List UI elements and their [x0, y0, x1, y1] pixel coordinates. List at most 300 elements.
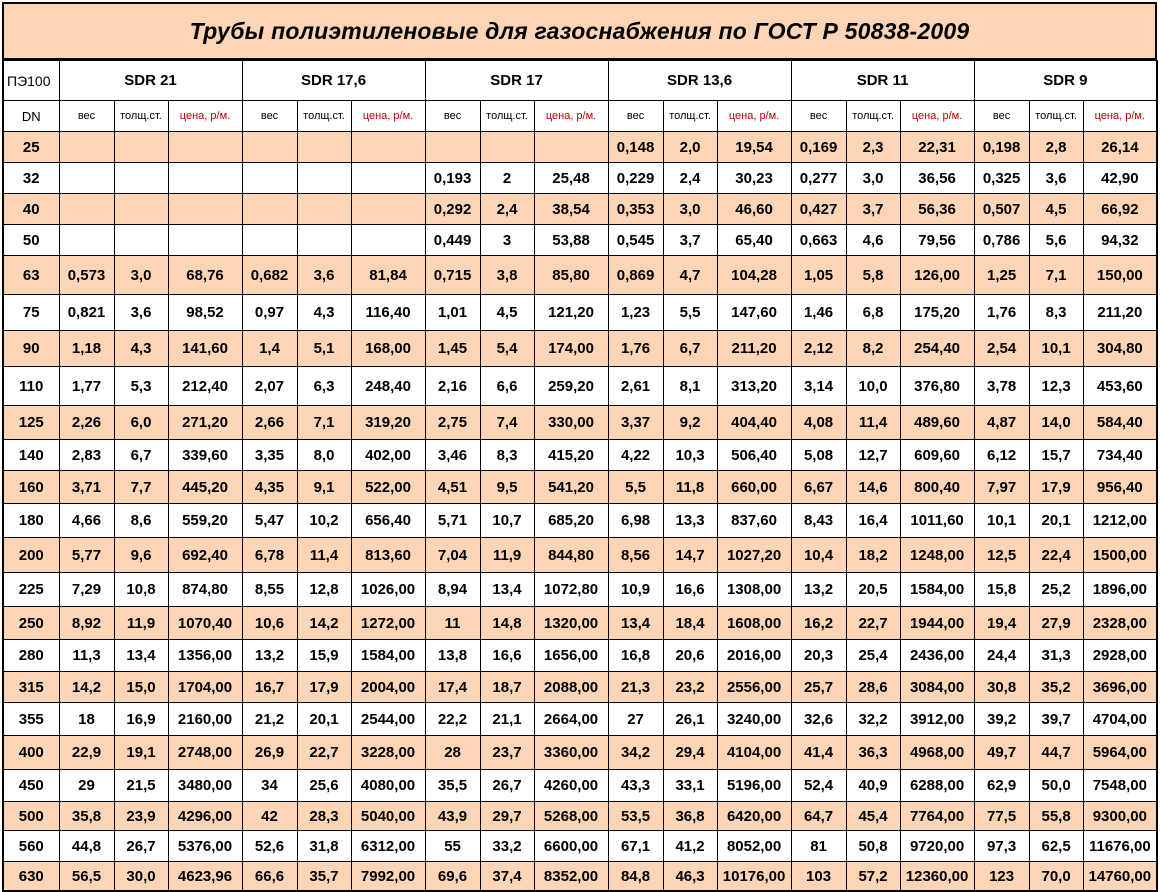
weight-cell: 17,4	[425, 672, 480, 703]
price-cell: 254,40	[900, 331, 974, 367]
price-cell: 8352,00	[534, 862, 608, 892]
thickness-cell: 31,8	[297, 831, 351, 862]
thickness-cell: 9,6	[114, 538, 168, 573]
price-cell: 2160,00	[168, 703, 242, 736]
weight-cell: 52,4	[791, 770, 846, 802]
weight-cell: 103	[791, 862, 846, 892]
price-cell: 212,40	[168, 367, 242, 406]
price-cell: 116,40	[351, 295, 425, 331]
price-cell: 660,00	[717, 471, 791, 504]
dn-cell: 630	[3, 862, 59, 892]
price-cell: 4704,00	[1083, 703, 1157, 736]
sdr-group-header: SDR 17,6	[242, 61, 425, 101]
price-cell: 126,00	[900, 256, 974, 295]
thickness-cell: 70,0	[1029, 862, 1083, 892]
price-cell: 3480,00	[168, 770, 242, 802]
dn-cell: 500	[3, 802, 59, 831]
price-cell: 56,36	[900, 194, 974, 225]
weight-cell	[59, 194, 114, 225]
dn-cell: 315	[3, 672, 59, 703]
price-cell: 4968,00	[900, 736, 974, 770]
weight-cell: 0,573	[59, 256, 114, 295]
weight-cell	[242, 163, 297, 194]
weight-cell: 84,8	[608, 862, 663, 892]
thickness-cell: 2,8	[1029, 132, 1083, 163]
thickness-cell: 15,7	[1029, 440, 1083, 471]
thickness-cell: 4,3	[297, 295, 351, 331]
weight-cell: 8,43	[791, 504, 846, 538]
weight-cell: 34,2	[608, 736, 663, 770]
thickness-cell: 12,7	[846, 440, 900, 471]
weight-cell	[425, 132, 480, 163]
thickness-cell	[114, 163, 168, 194]
thickness-cell: 7,1	[1029, 256, 1083, 295]
price-cell: 65,40	[717, 225, 791, 256]
weight-cell: 27	[608, 703, 663, 736]
price-cell: 874,80	[168, 573, 242, 607]
thickness-cell	[297, 225, 351, 256]
sub-header-row	[3, 101, 1157, 132]
dn-cell: 280	[3, 640, 59, 672]
weight-cell: 3,71	[59, 471, 114, 504]
thickness-cell: 8,0	[297, 440, 351, 471]
thickness-header: толщ.ст.	[663, 101, 717, 132]
weight-cell: 11	[425, 607, 480, 640]
weight-cell: 2,26	[59, 406, 114, 440]
price-cell: 85,80	[534, 256, 608, 295]
price-cell: 1656,00	[534, 640, 608, 672]
weight-cell: 0,663	[791, 225, 846, 256]
price-header: цена, р/м.	[900, 101, 974, 132]
weight-cell: 6,67	[791, 471, 846, 504]
thickness-cell: 6,0	[114, 406, 168, 440]
weight-cell: 0,353	[608, 194, 663, 225]
price-cell: 1248,00	[900, 538, 974, 573]
table-row	[3, 440, 1157, 471]
weight-header: вес	[608, 101, 663, 132]
table-row	[3, 573, 1157, 607]
price-cell: 6600,00	[534, 831, 608, 862]
thickness-cell: 23,2	[663, 672, 717, 703]
sdr-group-header: SDR 9	[974, 61, 1157, 101]
price-cell: 1027,20	[717, 538, 791, 573]
thickness-cell: 20,1	[1029, 504, 1083, 538]
price-cell: 248,40	[351, 367, 425, 406]
table-row	[3, 736, 1157, 770]
price-cell: 1944,00	[900, 607, 974, 640]
price-cell: 168,00	[351, 331, 425, 367]
table-row	[3, 406, 1157, 440]
price-cell: 3696,00	[1083, 672, 1157, 703]
price-header: цена, р/м.	[717, 101, 791, 132]
price-cell	[351, 194, 425, 225]
thickness-cell: 45,4	[846, 802, 900, 831]
weight-cell: 1,25	[974, 256, 1029, 295]
weight-cell: 15,8	[974, 573, 1029, 607]
weight-header: вес	[242, 101, 297, 132]
price-cell: 453,60	[1083, 367, 1157, 406]
thickness-cell: 10,3	[663, 440, 717, 471]
weight-header: вес	[425, 101, 480, 132]
weight-cell: 6,12	[974, 440, 1029, 471]
price-cell: 9300,00	[1083, 802, 1157, 831]
price-cell	[168, 225, 242, 256]
thickness-cell: 23,9	[114, 802, 168, 831]
weight-cell: 19,4	[974, 607, 1029, 640]
thickness-cell: 5,8	[846, 256, 900, 295]
dn-cell: 110	[3, 367, 59, 406]
price-cell: 259,20	[534, 367, 608, 406]
weight-cell: 26,9	[242, 736, 297, 770]
thickness-cell: 14,0	[1029, 406, 1083, 440]
price-cell: 800,40	[900, 471, 974, 504]
price-cell: 30,23	[717, 163, 791, 194]
thickness-cell: 36,3	[846, 736, 900, 770]
thickness-cell	[114, 194, 168, 225]
price-cell: 313,20	[717, 367, 791, 406]
price-cell: 339,60	[168, 440, 242, 471]
weight-cell: 1,76	[974, 295, 1029, 331]
weight-cell: 32,6	[791, 703, 846, 736]
price-cell: 94,32	[1083, 225, 1157, 256]
weight-cell: 3,14	[791, 367, 846, 406]
price-cell: 42,90	[1083, 163, 1157, 194]
weight-cell: 39,2	[974, 703, 1029, 736]
price-cell: 813,60	[351, 538, 425, 573]
thickness-header: толщ.ст.	[114, 101, 168, 132]
thickness-cell: 35,7	[297, 862, 351, 892]
weight-cell: 69,6	[425, 862, 480, 892]
dn-cell: 180	[3, 504, 59, 538]
price-cell: 5040,00	[351, 802, 425, 831]
thickness-header: толщ.ст.	[297, 101, 351, 132]
weight-cell: 10,4	[791, 538, 846, 573]
thickness-cell: 4,6	[846, 225, 900, 256]
weight-cell: 6,78	[242, 538, 297, 573]
weight-cell: 0,148	[608, 132, 663, 163]
thickness-cell: 13,4	[480, 573, 534, 607]
thickness-cell: 31,3	[1029, 640, 1083, 672]
thickness-cell	[297, 163, 351, 194]
table-row	[3, 703, 1157, 736]
price-cell: 2544,00	[351, 703, 425, 736]
thickness-cell: 21,1	[480, 703, 534, 736]
price-cell: 1500,00	[1083, 538, 1157, 573]
price-header: цена, р/м.	[351, 101, 425, 132]
thickness-cell: 3,0	[663, 194, 717, 225]
price-cell: 376,80	[900, 367, 974, 406]
thickness-cell: 46,3	[663, 862, 717, 892]
weight-cell: 4,87	[974, 406, 1029, 440]
weight-cell: 5,71	[425, 504, 480, 538]
price-cell: 10176,00	[717, 862, 791, 892]
weight-cell: 10,9	[608, 573, 663, 607]
weight-cell: 25,7	[791, 672, 846, 703]
thickness-cell: 17,9	[297, 672, 351, 703]
price-cell: 2664,00	[534, 703, 608, 736]
thickness-cell: 8,3	[480, 440, 534, 471]
thickness-cell: 39,7	[1029, 703, 1083, 736]
thickness-cell: 2,4	[480, 194, 534, 225]
weight-cell: 1,76	[608, 331, 663, 367]
weight-cell: 2,75	[425, 406, 480, 440]
thickness-cell: 5,5	[663, 295, 717, 331]
thickness-cell: 3,0	[846, 163, 900, 194]
dn-cell: 355	[3, 703, 59, 736]
dn-cell: 160	[3, 471, 59, 504]
price-cell: 1308,00	[717, 573, 791, 607]
thickness-cell: 11,4	[297, 538, 351, 573]
weight-cell: 0,193	[425, 163, 480, 194]
price-cell: 4623,96	[168, 862, 242, 892]
thickness-cell: 50,0	[1029, 770, 1083, 802]
weight-cell: 18	[59, 703, 114, 736]
thickness-cell: 26,7	[480, 770, 534, 802]
weight-cell: 44,8	[59, 831, 114, 862]
weight-cell: 13,2	[791, 573, 846, 607]
price-cell: 1212,00	[1083, 504, 1157, 538]
thickness-cell: 25,2	[1029, 573, 1083, 607]
price-cell: 844,80	[534, 538, 608, 573]
price-cell: 53,88	[534, 225, 608, 256]
price-cell: 81,84	[351, 256, 425, 295]
weight-cell: 0,427	[791, 194, 846, 225]
thickness-cell: 9,5	[480, 471, 534, 504]
price-cell: 3912,00	[900, 703, 974, 736]
weight-cell: 49,7	[974, 736, 1029, 770]
table-row	[3, 225, 1157, 256]
thickness-cell: 16,4	[846, 504, 900, 538]
sdr-group-header: SDR 13,6	[608, 61, 791, 101]
dn-cell: 400	[3, 736, 59, 770]
price-cell: 7992,00	[351, 862, 425, 892]
table-row	[3, 163, 1157, 194]
thickness-cell: 22,4	[1029, 538, 1083, 573]
thickness-cell: 16,9	[114, 703, 168, 736]
thickness-cell: 6,6	[480, 367, 534, 406]
weight-cell: 8,92	[59, 607, 114, 640]
weight-cell: 0,97	[242, 295, 297, 331]
thickness-cell: 16,6	[663, 573, 717, 607]
weight-cell: 64,7	[791, 802, 846, 831]
thickness-cell: 11,4	[846, 406, 900, 440]
weight-cell: 0,507	[974, 194, 1029, 225]
weight-cell: 3,46	[425, 440, 480, 471]
table-row	[3, 295, 1157, 331]
weight-cell: 56,5	[59, 862, 114, 892]
price-cell: 734,40	[1083, 440, 1157, 471]
price-cell: 3240,00	[717, 703, 791, 736]
price-cell: 9720,00	[900, 831, 974, 862]
thickness-cell: 12,3	[1029, 367, 1083, 406]
thickness-cell: 4,3	[114, 331, 168, 367]
weight-cell: 2,61	[608, 367, 663, 406]
thickness-cell: 10,8	[114, 573, 168, 607]
weight-cell: 55	[425, 831, 480, 862]
thickness-header: толщ.ст.	[1029, 101, 1083, 132]
weight-cell: 4,35	[242, 471, 297, 504]
table-row	[3, 132, 1157, 163]
price-cell: 2328,00	[1083, 607, 1157, 640]
weight-cell: 29	[59, 770, 114, 802]
thickness-cell: 9,1	[297, 471, 351, 504]
weight-cell: 2,54	[974, 331, 1029, 367]
thickness-cell: 10,0	[846, 367, 900, 406]
weight-cell: 10,1	[974, 504, 1029, 538]
weight-header: вес	[791, 101, 846, 132]
thickness-cell: 10,2	[297, 504, 351, 538]
price-cell: 174,00	[534, 331, 608, 367]
thickness-cell: 5,6	[1029, 225, 1083, 256]
price-cell: 1072,80	[534, 573, 608, 607]
table-row	[3, 607, 1157, 640]
weight-cell: 7,04	[425, 538, 480, 573]
dn-cell: 90	[3, 331, 59, 367]
weight-cell: 24,4	[974, 640, 1029, 672]
weight-cell: 53,5	[608, 802, 663, 831]
weight-cell: 97,3	[974, 831, 1029, 862]
price-cell: 211,20	[1083, 295, 1157, 331]
weight-cell: 1,77	[59, 367, 114, 406]
sdr-group-header: SDR 17	[425, 61, 608, 101]
price-cell: 2088,00	[534, 672, 608, 703]
price-header: цена, р/м.	[168, 101, 242, 132]
thickness-cell: 2,0	[663, 132, 717, 163]
price-cell: 685,20	[534, 504, 608, 538]
weight-cell: 8,55	[242, 573, 297, 607]
price-cell: 2436,00	[900, 640, 974, 672]
dn-cell: 40	[3, 194, 59, 225]
weight-cell: 13,4	[608, 607, 663, 640]
thickness-header: толщ.ст.	[846, 101, 900, 132]
price-cell: 415,20	[534, 440, 608, 471]
price-cell: 121,20	[534, 295, 608, 331]
weight-cell: 11,3	[59, 640, 114, 672]
weight-cell: 6,98	[608, 504, 663, 538]
price-cell	[534, 132, 608, 163]
thickness-cell: 57,2	[846, 862, 900, 892]
weight-cell	[242, 194, 297, 225]
thickness-cell: 21,5	[114, 770, 168, 802]
price-cell	[351, 163, 425, 194]
price-cell: 304,80	[1083, 331, 1157, 367]
price-cell: 66,92	[1083, 194, 1157, 225]
weight-cell: 0,198	[974, 132, 1029, 163]
thickness-cell: 15,9	[297, 640, 351, 672]
thickness-cell: 5,1	[297, 331, 351, 367]
price-cell: 1272,00	[351, 607, 425, 640]
table-row	[3, 256, 1157, 295]
price-cell: 1026,00	[351, 573, 425, 607]
price-cell: 4080,00	[351, 770, 425, 802]
weight-cell: 3,78	[974, 367, 1029, 406]
weight-cell: 42	[242, 802, 297, 831]
weight-cell: 0,715	[425, 256, 480, 295]
thickness-cell: 11,8	[663, 471, 717, 504]
price-cell: 1584,00	[351, 640, 425, 672]
dn-cell: 125	[3, 406, 59, 440]
thickness-cell: 7,1	[297, 406, 351, 440]
weight-cell: 0,169	[791, 132, 846, 163]
weight-cell: 4,66	[59, 504, 114, 538]
weight-cell: 77,5	[974, 802, 1029, 831]
price-cell: 150,00	[1083, 256, 1157, 295]
price-cell: 271,20	[168, 406, 242, 440]
weight-cell: 14,2	[59, 672, 114, 703]
thickness-cell: 26,7	[114, 831, 168, 862]
weight-cell: 16,8	[608, 640, 663, 672]
price-cell: 404,40	[717, 406, 791, 440]
thickness-cell: 4,5	[1029, 194, 1083, 225]
weight-cell: 2,12	[791, 331, 846, 367]
weight-cell: 8,56	[608, 538, 663, 573]
weight-cell: 21,2	[242, 703, 297, 736]
price-cell: 2004,00	[351, 672, 425, 703]
dn-cell: 200	[3, 538, 59, 573]
thickness-cell: 14,8	[480, 607, 534, 640]
weight-cell: 1,45	[425, 331, 480, 367]
price-cell: 147,60	[717, 295, 791, 331]
table-row	[3, 367, 1157, 406]
weight-cell: 4,22	[608, 440, 663, 471]
price-cell: 609,60	[900, 440, 974, 471]
weight-cell: 81	[791, 831, 846, 862]
table-row	[3, 504, 1157, 538]
weight-cell: 0,545	[608, 225, 663, 256]
price-cell	[168, 132, 242, 163]
price-cell: 3228,00	[351, 736, 425, 770]
dn-cell: 560	[3, 831, 59, 862]
price-cell: 8052,00	[717, 831, 791, 862]
weight-cell: 13,8	[425, 640, 480, 672]
weight-cell: 28	[425, 736, 480, 770]
price-cell: 5964,00	[1083, 736, 1157, 770]
weight-cell: 2,83	[59, 440, 114, 471]
weight-cell	[242, 225, 297, 256]
weight-cell: 0,869	[608, 256, 663, 295]
price-cell: 2928,00	[1083, 640, 1157, 672]
thickness-cell: 32,2	[846, 703, 900, 736]
price-cell: 3360,00	[534, 736, 608, 770]
weight-cell	[242, 132, 297, 163]
price-cell: 506,40	[717, 440, 791, 471]
thickness-cell: 2,4	[663, 163, 717, 194]
sdr-group-header: SDR 21	[59, 61, 242, 101]
thickness-cell: 30,0	[114, 862, 168, 892]
thickness-cell	[114, 225, 168, 256]
price-cell: 837,60	[717, 504, 791, 538]
thickness-cell: 12,8	[297, 573, 351, 607]
price-cell: 4104,00	[717, 736, 791, 770]
price-header: цена, р/м.	[1083, 101, 1157, 132]
thickness-cell: 14,7	[663, 538, 717, 573]
weight-cell	[59, 225, 114, 256]
price-cell: 11676,00	[1083, 831, 1157, 862]
thickness-cell: 8,3	[1029, 295, 1083, 331]
price-cell: 12360,00	[900, 862, 974, 892]
thickness-cell: 20,5	[846, 573, 900, 607]
thickness-cell: 9,2	[663, 406, 717, 440]
weight-cell: 30,8	[974, 672, 1029, 703]
price-cell: 656,40	[351, 504, 425, 538]
thickness-cell: 14,6	[846, 471, 900, 504]
thickness-cell: 37,4	[480, 862, 534, 892]
weight-cell: 4,51	[425, 471, 480, 504]
table-row	[3, 802, 1157, 831]
price-cell: 36,56	[900, 163, 974, 194]
price-cell: 956,40	[1083, 471, 1157, 504]
thickness-cell: 29,4	[663, 736, 717, 770]
